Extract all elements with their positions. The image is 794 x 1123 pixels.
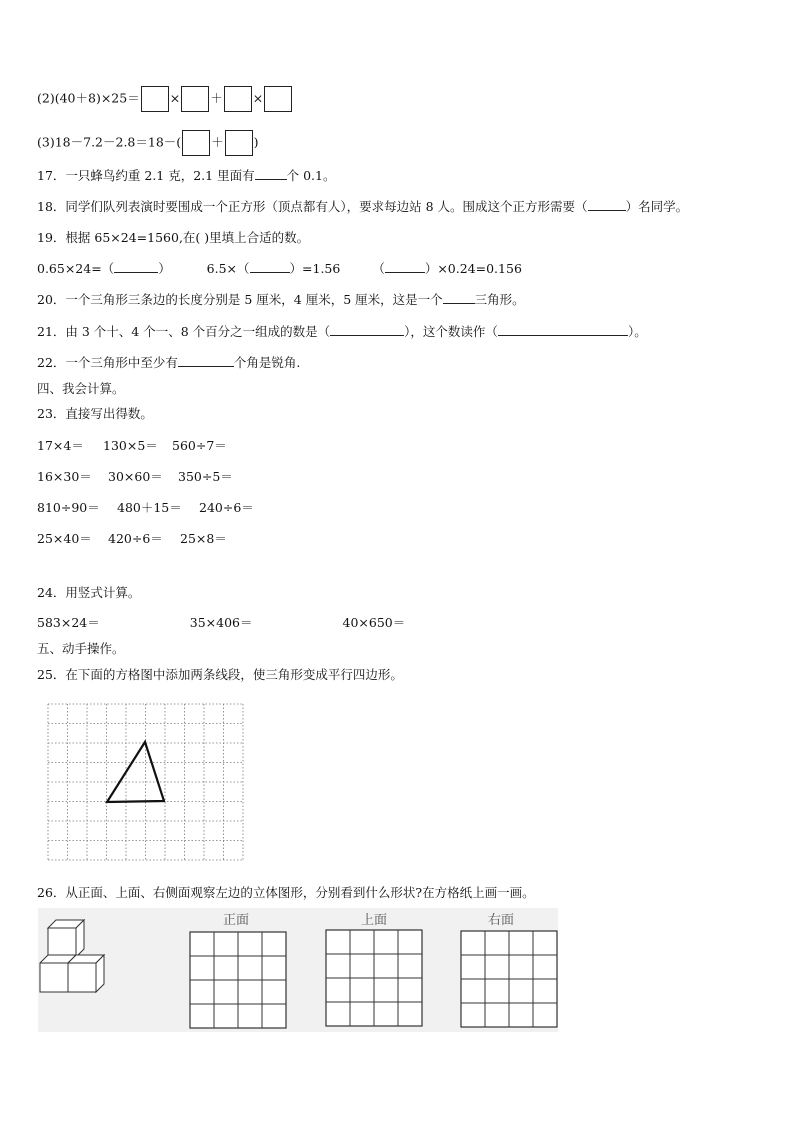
q21-text-end: ）。 [627, 324, 647, 339]
mental-math-item: 240÷6＝ [199, 500, 254, 515]
q20-text-end: 三角形。 [474, 292, 525, 307]
mental-math-item: 16×30＝ [37, 469, 92, 484]
mental-math-item: 350÷5＝ [178, 469, 233, 484]
vertical-calc-item: 40×650＝ [342, 615, 406, 630]
q19-eq3: （ [372, 261, 385, 276]
q18-text-end: ）名同学。 [625, 199, 689, 214]
mental-math-item: 480＋15＝ [117, 500, 182, 515]
mental-math-item: 560÷7＝ [172, 438, 227, 453]
top-view-grid[interactable] [326, 930, 422, 1026]
front-view-grid[interactable] [190, 932, 286, 1028]
mental-math-item: 25×8＝ [180, 531, 227, 546]
close-paren: ) [253, 134, 259, 150]
section-4-heading: 四、我会计算。 [37, 381, 125, 396]
q18-text: 18．同学们队列表演时要围成一个正方形（顶点都有人），要求每边站 8 人。围成这个正方形需要（ [37, 199, 588, 214]
q19-eq1: 0.65×24=（ [37, 261, 115, 276]
q17-text-end: 个 0.1。 [286, 168, 336, 183]
q17-text: 17．一只蜂鸟约重 2.1 克，2.1 里面有 [37, 168, 255, 183]
q16-part2-expression: (2)(40＋8)×25＝ [37, 90, 140, 106]
q22-text-end: 个角是锐角. [233, 355, 301, 370]
q19-eq3-end: ）×0.24=0.156 [424, 261, 522, 276]
mental-math-item: 130×5＝ [103, 438, 158, 453]
q20-text: 20．一个三角形三条边的长度分别是 5 厘米，4 厘米，5 厘米，这是一个 [37, 292, 443, 307]
mental-math-item: 17×4＝ [37, 438, 84, 453]
plus-sign: ＋ [211, 134, 224, 150]
q16-part3-expression: (3)18－7.2－2.8＝18－( [37, 134, 182, 150]
question-25-title: 25．在下面的方格图中添加两条线段，使三角形变成平行四边形。 [37, 667, 403, 682]
front-view-label: 正面 [223, 913, 250, 928]
question-19-title: 19．根据 65×24=1560,在( )里填上合适的数。 [37, 230, 310, 245]
top-view-label: 上面 [361, 913, 388, 928]
q19-eq2-end: ）=1.56 [289, 261, 341, 276]
mental-math-item: 420÷6＝ [108, 531, 163, 546]
question-24-title: 24．用竖式计算。 [37, 585, 141, 600]
mental-math-item: 810÷90＝ [37, 500, 100, 515]
vertical-calc-item: 583×24＝ [37, 615, 100, 630]
right-view-grid[interactable] [461, 931, 557, 1027]
q22-text: 22．一个三角形中至少有 [37, 355, 178, 370]
q19-eq2: 6.5×（ [206, 261, 250, 276]
section-5-heading: 五、动手操作。 [37, 641, 125, 656]
question-23-title: 23．直接写出得数。 [37, 406, 153, 421]
mental-math-item: 30×60＝ [108, 469, 163, 484]
times-sign: × [252, 90, 264, 106]
vertical-calc-item: 35×406＝ [189, 615, 253, 630]
q19-eq1-end: ） [158, 261, 171, 276]
question-26-title: 26．从正面、上面、右侧面观察左边的立体图形，分别看到什么形状?在方格纸上画一画。 [37, 885, 535, 900]
times-sign: × [169, 90, 181, 106]
q21-text: 21．由 3 个十、4 个一、8 个百分之一组成的数是（ [37, 324, 331, 339]
plus-sign: ＋ [210, 90, 223, 106]
mental-math-item: 25×40＝ [37, 531, 92, 546]
right-view-label: 右面 [488, 913, 515, 928]
q21-text-mid: ），这个数读作（ [404, 324, 498, 339]
